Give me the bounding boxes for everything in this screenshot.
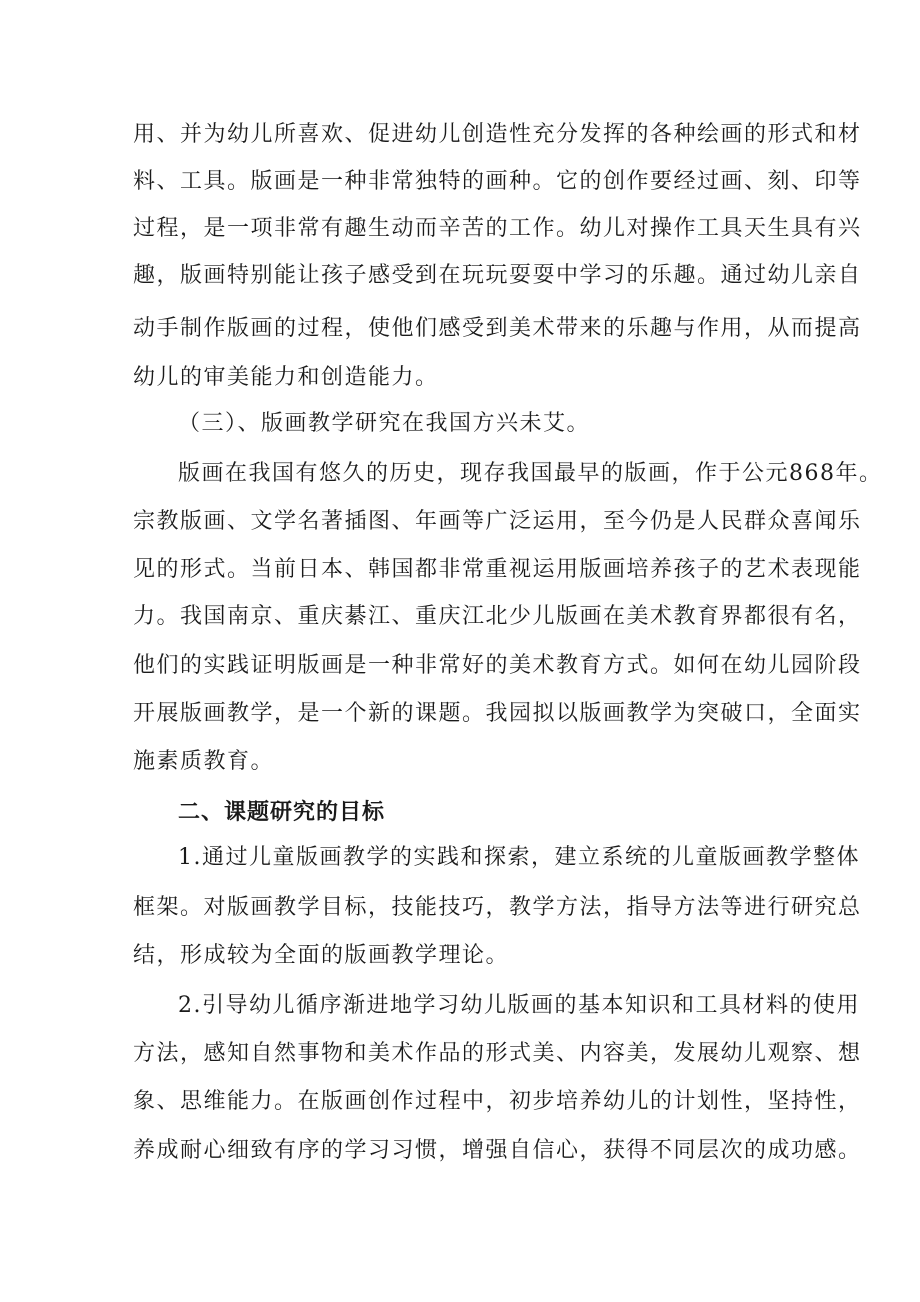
text-line: 力。我国南京、重庆綦江、重庆江北少儿版画在美术教育界都很有名， bbox=[133, 604, 862, 629]
text-line: 养成耐心细致有序的学习习惯，增强自信心，获得不同层次的成功感。 bbox=[133, 1138, 862, 1163]
text-line: 宗教版画、文学名著插图、年画等广泛运用，至今仍是人民群众喜闻乐 bbox=[133, 509, 862, 534]
text-line: 趣，版画特别能让孩子感受到在玩玩耍耍中学习的乐趣。通过幼儿亲自 bbox=[133, 263, 862, 288]
text-line: 2.引导幼儿循序渐进地学习幼儿版画的基本知识和工具材料的使用 bbox=[178, 993, 860, 1018]
text-line: 见的形式。当前日本、韩国都非常重视运用版画培养孩子的艺术表现能 bbox=[133, 557, 862, 582]
text-line: 用、并为幼儿所喜欢、促进幼儿创造性充分发挥的各种绘画的形式和材 bbox=[133, 122, 862, 147]
text-line: 象、思维能力。在版画创作过程中，初步培养幼儿的计划性，坚持性， bbox=[133, 1089, 862, 1114]
section-heading: 二、课题研究的目标 bbox=[178, 800, 386, 825]
text-line: 结，形成较为全面的版画教学理论。 bbox=[133, 943, 510, 968]
text-line: 他们的实践证明版画是一种非常好的美术教育方式。如何在幼儿园阶段 bbox=[133, 653, 862, 678]
text-line: 料、工具。版画是一种非常独特的画种。它的创作要经过画、刻、印等 bbox=[133, 169, 862, 194]
section-heading-3: （三）、版画教学研究在我国方兴未艾。 bbox=[178, 411, 591, 436]
text-line: 动手制作版画的过程，使他们感受到美术带来的乐趣与作用，从而提高 bbox=[133, 316, 862, 341]
text-line: 框架。对版画教学目标，技能技巧，教学方法，指导方法等进行研究总 bbox=[133, 895, 862, 920]
text-line: 1.通过儿童版画教学的实践和探索，建立系统的儿童版画教学整体 bbox=[178, 845, 860, 870]
text-line: 施素质教育。 bbox=[133, 749, 275, 774]
text-line: 开展版画教学，是一个新的课题。我园拟以版画教学为突破口，全面实 bbox=[133, 701, 862, 726]
text-line: 幼儿的审美能力和创造能力。 bbox=[133, 365, 439, 390]
text-line: 过程，是一项非常有趣生动而辛苦的工作。幼儿对操作工具天生具有兴 bbox=[133, 216, 862, 241]
text-line: 方法，感知自然事物和美术作品的形式美、内容美，发展幼儿观察、想 bbox=[133, 1041, 862, 1066]
text-line: 版画在我国有悠久的历史，现存我国最早的版画，作于公元868年。 bbox=[178, 461, 883, 486]
